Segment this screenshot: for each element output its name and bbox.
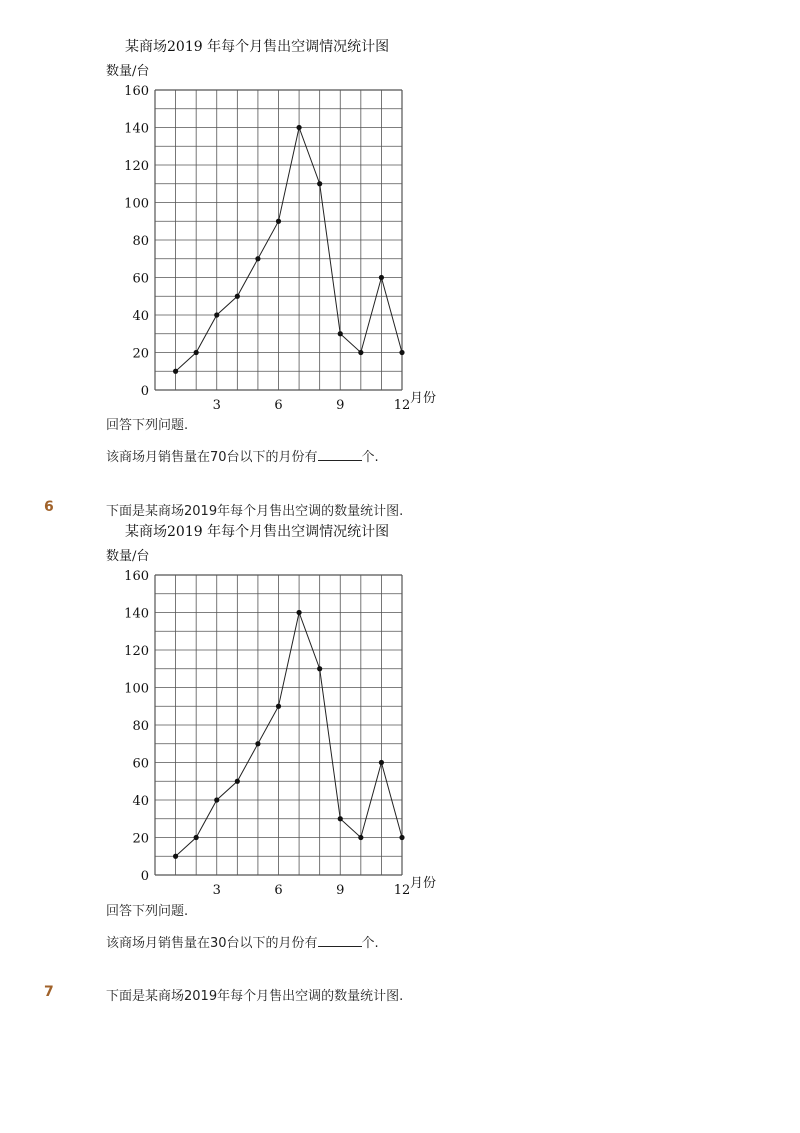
- question-text: [106, 446, 379, 465]
- y-tick-label: 100: [124, 681, 149, 697]
- y-unit-label: 数量/台: [106, 64, 150, 79]
- data-point: [235, 294, 240, 299]
- x-tick-label: 6: [274, 398, 283, 413]
- question-text-before: 该商场月销售量在30台以下的月份有: [106, 936, 318, 951]
- x-tick-label: 6: [274, 883, 283, 898]
- question-text-after: 个.: [361, 936, 379, 951]
- line-chart-1: [100, 78, 450, 418]
- x-tick-label: 3: [212, 883, 221, 898]
- question-text-after: 个.: [361, 450, 379, 465]
- answer-prompt: 回答下列问题.: [106, 904, 189, 919]
- data-point: [173, 369, 178, 374]
- line-chart-2: [100, 563, 450, 903]
- data-point: [358, 350, 363, 355]
- x-tick-label: 12: [393, 398, 411, 413]
- data-point: [214, 312, 219, 317]
- y-tick-label: 120: [124, 159, 149, 174]
- question-number: 6: [44, 499, 54, 515]
- y-tick-label: 160: [124, 569, 149, 584]
- y-unit-label: 数量/台: [106, 549, 150, 564]
- answer-blank[interactable]: [318, 934, 362, 947]
- y-tick-label: 80: [132, 234, 149, 249]
- data-point: [399, 350, 404, 355]
- x-tick-label: 9: [336, 398, 345, 413]
- question-intro: 下面是某商场2019年每个月售出空调的数量统计图.: [106, 989, 404, 1004]
- y-tick-label: 80: [132, 719, 149, 734]
- y-tick-label: 120: [124, 644, 149, 659]
- data-point: [338, 331, 343, 336]
- y-tick-label: 140: [124, 606, 149, 622]
- data-point: [379, 760, 384, 765]
- data-point: [255, 741, 260, 746]
- data-point: [296, 610, 301, 615]
- data-point: [358, 835, 363, 840]
- x-tick-label: 12: [393, 883, 411, 898]
- question-text-before: 该商场月销售量在70台以下的月份有: [106, 450, 318, 465]
- answer-blank[interactable]: [318, 448, 362, 461]
- answer-prompt: 回答下列问题.: [106, 418, 189, 433]
- x-unit-label: 月份: [410, 391, 437, 406]
- y-tick-label: 160: [124, 84, 149, 99]
- x-tick-label: 3: [212, 398, 221, 413]
- y-tick-label: 140: [124, 121, 149, 137]
- x-tick-label: 9: [336, 883, 345, 898]
- question-text: [106, 932, 379, 951]
- y-tick-label: 100: [124, 196, 149, 212]
- data-point: [399, 835, 404, 840]
- data-point: [194, 835, 199, 840]
- y-tick-label: 20: [132, 346, 149, 362]
- y-tick-label: 0: [140, 869, 149, 884]
- data-point: [194, 350, 199, 355]
- data-point: [173, 854, 178, 859]
- data-point: [296, 125, 301, 130]
- data-point: [338, 816, 343, 821]
- y-tick-label: 60: [132, 271, 149, 287]
- y-tick-label: 0: [140, 384, 149, 399]
- y-tick-label: 20: [132, 831, 149, 847]
- data-point: [276, 219, 281, 224]
- data-point: [214, 797, 219, 802]
- data-point: [235, 779, 240, 784]
- data-point: [379, 275, 384, 280]
- data-point: [317, 181, 322, 186]
- data-line: [176, 128, 402, 372]
- question-intro: 下面是某商场2019年每个月售出空调的数量统计图.: [106, 504, 404, 519]
- chart-title: 某商场2019 年每个月售出空调情况统计图: [125, 39, 390, 55]
- chart-title: 某商场2019 年每个月售出空调情况统计图: [125, 524, 390, 540]
- question-number: 7: [44, 984, 54, 1000]
- y-tick-label: 40: [132, 794, 149, 809]
- data-point: [276, 704, 281, 709]
- y-tick-label: 60: [132, 756, 149, 772]
- data-point: [255, 256, 260, 261]
- x-unit-label: 月份: [410, 876, 437, 891]
- data-point: [317, 666, 322, 671]
- data-line: [176, 613, 402, 857]
- y-tick-label: 40: [132, 309, 149, 324]
